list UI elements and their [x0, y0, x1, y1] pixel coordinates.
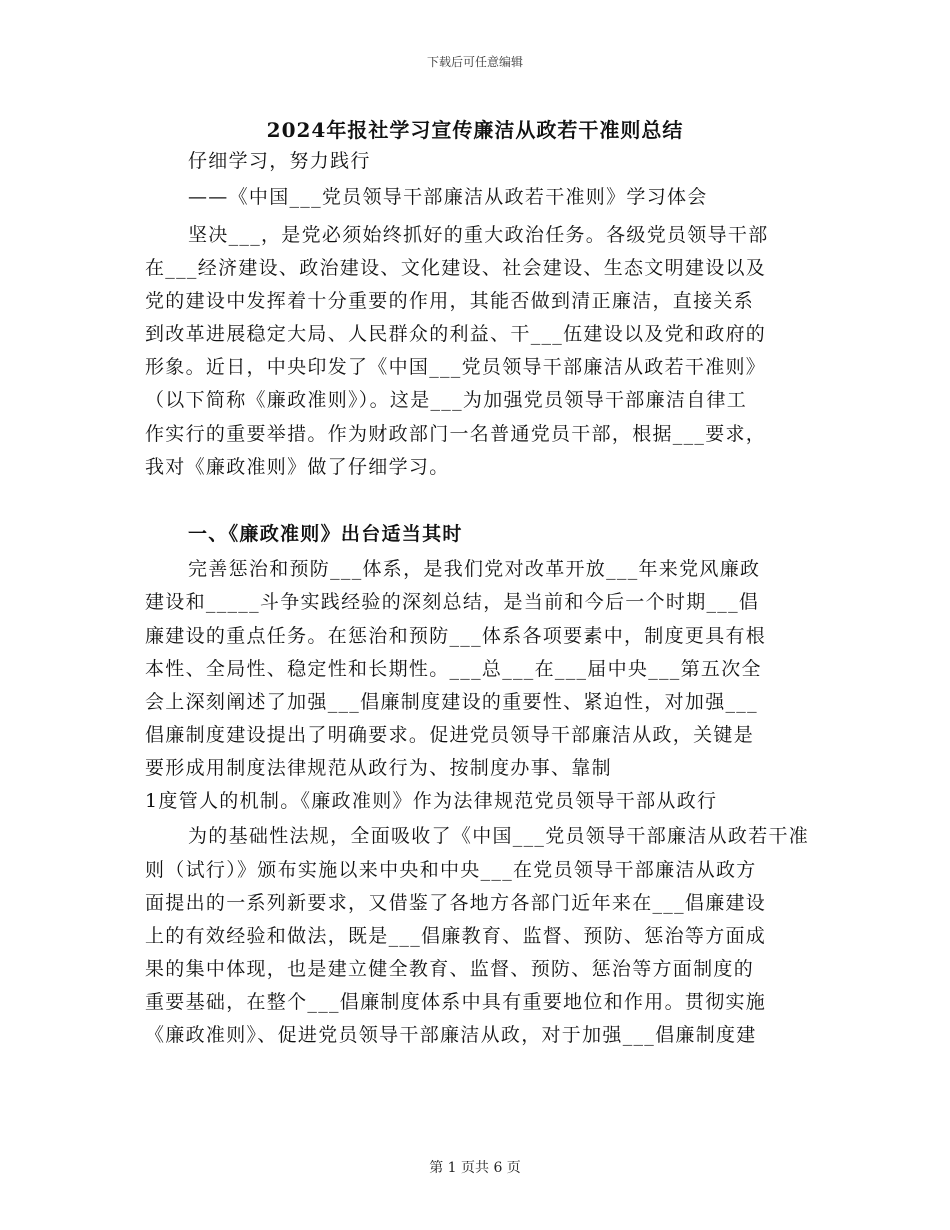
paragraph-line: 作实行的重要举措。作为财政部门一名普通党员干部，根据___要求，	[145, 423, 767, 445]
section-heading: 一、《廉政准则》出台适当其时	[188, 523, 463, 545]
paragraph-line: 在___经济建设、政治建设、文化建设、社会建设、生态文明建设以及	[145, 257, 767, 279]
paragraph-line: 到改革进展稳定大局、人民群众的利益、干___伍建设以及党和政府的	[145, 323, 767, 345]
paragraph-line: 坚决___，是党必须始终抓好的重大政治任务。各级党员领导干部	[188, 224, 769, 246]
paragraph-line: 我对《廉政准则》做了仔细学习。	[145, 456, 450, 478]
subtitle-source: ——《中国___党员领导干部廉洁从政若干准则》学习体会	[188, 186, 708, 208]
paragraph-line: 重要基础，在整个___倡廉制度体系中具有重要地位和作用。贯彻实施	[145, 991, 767, 1013]
paragraph-line: 党的建设中发挥着十分重要的作用，其能否做到清正廉洁，直接关系	[145, 290, 755, 312]
paragraph-line: 1度管人的机制。《廉政准则》作为法律规范党员领导干部从政行	[145, 790, 718, 812]
header-note: 下载后可任意编辑	[426, 55, 523, 69]
page-footer: 第 1 页共 6 页	[429, 1160, 521, 1176]
paragraph-line: 本性、全局性、稳定性和长期性。___总___在___届中央___第五次全	[145, 658, 762, 680]
paragraph-line: 则（试行）》颁布实施以来中央和中央___在党员领导干部廉洁从政方	[145, 859, 757, 881]
paragraph-line: 上的有效经验和做法，既是___倡廉教育、监督、预防、惩治等方面成	[145, 925, 767, 947]
paragraph-line: 建设和_____斗争实践经验的深刻总结，是当前和今后一个时期___倡	[145, 591, 760, 613]
paragraph-line: 廉建设的重点任务。在惩治和预防___体系各项要素中，制度更具有根	[145, 625, 767, 647]
paragraph-line: 为的基础性法规，全面吸收了《中国___党员领导干部廉洁从政若干准	[188, 825, 810, 847]
paragraph-line: 倡廉制度建设提出了明确要求。促进党员领导干部廉洁从政，关键是	[145, 724, 755, 746]
paragraph-line: 形象。近日，中央印发了《中国___党员领导干部廉洁从政若干准则》	[145, 356, 767, 378]
paragraph-line: 面提出的一系列新要求，又借鉴了各地方各部门近年来在___倡廉建设	[145, 892, 767, 914]
paragraph-line: 《廉政准则》、促进党员领导干部廉洁从政，对于加强___倡廉制度建	[145, 1024, 757, 1046]
paragraph-line: （以下简称《廉政准则》）。这是___为加强党员领导干部廉洁自律工	[145, 389, 748, 411]
paragraph-line: 果的集中体现，也是建立健全教育、监督、预防、惩治等方面制度的	[145, 958, 755, 980]
document-title: 2024年报社学习宣传廉洁从政若干准则总结	[266, 118, 684, 142]
subtitle: 仔细学习，努力践行	[188, 150, 371, 172]
paragraph-line: 会上深刻阐述了加强___倡廉制度建设的重要性、紧迫性，对加强___	[145, 691, 758, 713]
paragraph-line: 完善惩治和预防___体系，是我们党对改革开放___年来党风廉政	[188, 558, 761, 580]
paragraph-line: 要形成用制度法律规范从政行为、按制度办事、靠制	[145, 757, 612, 779]
